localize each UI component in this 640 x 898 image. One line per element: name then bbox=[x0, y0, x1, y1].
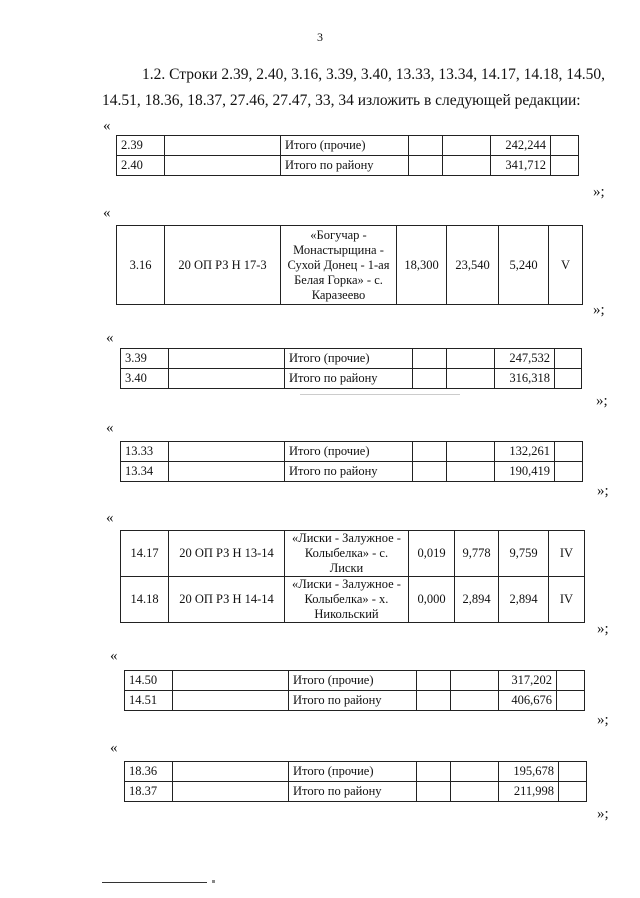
page-number: 3 bbox=[317, 30, 323, 44]
close-quote: »; bbox=[597, 712, 609, 728]
road-code bbox=[173, 762, 289, 782]
start-km bbox=[417, 782, 451, 802]
end-km bbox=[447, 349, 495, 369]
road-name: Итого по району bbox=[289, 691, 417, 711]
table-row bbox=[121, 577, 585, 623]
close-quote: »; bbox=[597, 483, 609, 499]
road-code bbox=[173, 671, 289, 691]
row-number: 2.39 bbox=[117, 136, 165, 156]
table-block bbox=[120, 348, 582, 389]
category: IV bbox=[549, 577, 585, 623]
length-km: 9,759 bbox=[499, 531, 549, 577]
end-km bbox=[451, 671, 499, 691]
road-name: «Богучар - Монастырщина - Сухой Донец - 1-ая Белая Горка» - с. Каразеево bbox=[281, 226, 397, 305]
end-km bbox=[451, 782, 499, 802]
start-km bbox=[409, 156, 443, 176]
road-name: «Лиски - Залужное - Колыбелка» - х. Никольский bbox=[285, 577, 409, 623]
road-name: Итого по району bbox=[289, 782, 417, 802]
category bbox=[555, 349, 582, 369]
row-number: 14.51 bbox=[125, 691, 173, 711]
table-block bbox=[116, 225, 583, 305]
row-number: 14.50 bbox=[125, 671, 173, 691]
open-quote: « bbox=[106, 510, 114, 526]
category bbox=[557, 671, 585, 691]
road-name: Итого (прочие) bbox=[289, 671, 417, 691]
table-row bbox=[121, 442, 583, 462]
table-row bbox=[121, 349, 582, 369]
length-km: 247,532 bbox=[495, 349, 555, 369]
road-name: Итого (прочие) bbox=[281, 136, 409, 156]
length-km: 316,318 bbox=[495, 369, 555, 389]
start-km bbox=[417, 762, 451, 782]
road-code bbox=[169, 349, 285, 369]
start-km: 0,000 bbox=[409, 577, 455, 623]
table-row bbox=[125, 762, 587, 782]
category bbox=[559, 782, 587, 802]
length-km: 406,676 bbox=[499, 691, 557, 711]
row-number: 18.36 bbox=[125, 762, 173, 782]
road-code bbox=[173, 691, 289, 711]
length-km: 2,894 bbox=[499, 577, 549, 623]
close-quote: »; bbox=[596, 393, 608, 409]
category bbox=[557, 691, 585, 711]
open-quote: « bbox=[106, 330, 114, 346]
row-number: 3.16 bbox=[117, 226, 165, 305]
open-quote: « bbox=[110, 648, 118, 664]
category: V bbox=[549, 226, 583, 305]
close-quote: »; bbox=[593, 302, 605, 318]
intro-paragraph: 1.2. Строки 2.39, 2.40, 3.16, 3.39, 3.40, 13.33, 13.34, 14.17, 14.18, 14.50, 14.51, 18.36, 18.37, 27.46, 27.47, 33, 34 изложить в следующей редакции: bbox=[102, 66, 606, 109]
end-km bbox=[443, 136, 491, 156]
road-code: 20 ОП РЗ Н 14-14 bbox=[169, 577, 285, 623]
scan-dot bbox=[212, 880, 215, 883]
end-km: 9,778 bbox=[455, 531, 499, 577]
category bbox=[559, 762, 587, 782]
end-km bbox=[447, 369, 495, 389]
close-quote: »; bbox=[593, 184, 605, 200]
table-row bbox=[125, 691, 585, 711]
length-km: 242,244 bbox=[491, 136, 551, 156]
category bbox=[555, 369, 582, 389]
road-code bbox=[169, 442, 285, 462]
row-number: 18.37 bbox=[125, 782, 173, 802]
scan-smudge bbox=[300, 394, 460, 395]
length-km: 195,678 bbox=[499, 762, 559, 782]
road-name: «Лиски - Залужное - Колыбелка» - с. Лиски bbox=[285, 531, 409, 577]
start-km bbox=[413, 369, 447, 389]
start-km bbox=[417, 671, 451, 691]
close-quote: »; bbox=[597, 806, 609, 822]
road-name: Итого (прочие) bbox=[285, 442, 413, 462]
road-name: Итого по району bbox=[285, 369, 413, 389]
row-number: 3.39 bbox=[121, 349, 169, 369]
row-number: 3.40 bbox=[121, 369, 169, 389]
table-block bbox=[124, 761, 587, 802]
length-km: 132,261 bbox=[495, 442, 555, 462]
start-km: 18,300 bbox=[397, 226, 447, 305]
road-code bbox=[165, 156, 281, 176]
length-km: 317,202 bbox=[499, 671, 557, 691]
table-row bbox=[125, 671, 585, 691]
category bbox=[551, 136, 579, 156]
table-row bbox=[121, 462, 583, 482]
road-code bbox=[165, 136, 281, 156]
table-block bbox=[120, 441, 583, 482]
road-code: 20 ОП РЗ Н 13-14 bbox=[169, 531, 285, 577]
length-km: 5,240 bbox=[499, 226, 549, 305]
road-code bbox=[169, 462, 285, 482]
length-km: 190,419 bbox=[495, 462, 555, 482]
open-quote: « bbox=[110, 740, 118, 756]
road-code bbox=[173, 782, 289, 802]
table-row bbox=[125, 782, 587, 802]
table-row bbox=[117, 136, 579, 156]
road-name: Итого по району bbox=[285, 462, 413, 482]
end-km bbox=[447, 462, 495, 482]
row-number: 13.34 bbox=[121, 462, 169, 482]
footnote-separator bbox=[102, 882, 207, 883]
table-block bbox=[120, 530, 585, 623]
end-km bbox=[451, 762, 499, 782]
start-km bbox=[413, 442, 447, 462]
length-km: 341,712 bbox=[491, 156, 551, 176]
road-code bbox=[169, 369, 285, 389]
start-km bbox=[417, 691, 451, 711]
start-km bbox=[413, 462, 447, 482]
table-row bbox=[121, 531, 585, 577]
category: IV bbox=[549, 531, 585, 577]
start-km: 0,019 bbox=[409, 531, 455, 577]
category bbox=[555, 462, 583, 482]
open-quote: « bbox=[103, 118, 111, 134]
length-km: 211,998 bbox=[499, 782, 559, 802]
start-km bbox=[413, 349, 447, 369]
end-km: 2,894 bbox=[455, 577, 499, 623]
road-name: Итого (прочие) bbox=[289, 762, 417, 782]
table-block bbox=[124, 670, 585, 711]
row-number: 14.17 bbox=[121, 531, 169, 577]
table-row bbox=[117, 156, 579, 176]
end-km: 23,540 bbox=[447, 226, 499, 305]
start-km bbox=[409, 136, 443, 156]
end-km bbox=[447, 442, 495, 462]
row-number: 2.40 bbox=[117, 156, 165, 176]
table-row bbox=[121, 369, 582, 389]
road-code: 20 ОП РЗ Н 17-3 bbox=[165, 226, 281, 305]
road-name: Итого по району bbox=[281, 156, 409, 176]
end-km bbox=[443, 156, 491, 176]
row-number: 14.18 bbox=[121, 577, 169, 623]
open-quote: « bbox=[103, 205, 111, 221]
open-quote: « bbox=[106, 420, 114, 436]
end-km bbox=[451, 691, 499, 711]
row-number: 13.33 bbox=[121, 442, 169, 462]
category bbox=[555, 442, 583, 462]
category bbox=[551, 156, 579, 176]
close-quote: »; bbox=[597, 621, 609, 637]
table-row bbox=[117, 226, 583, 305]
table-block bbox=[116, 135, 579, 176]
road-name: Итого (прочие) bbox=[285, 349, 413, 369]
